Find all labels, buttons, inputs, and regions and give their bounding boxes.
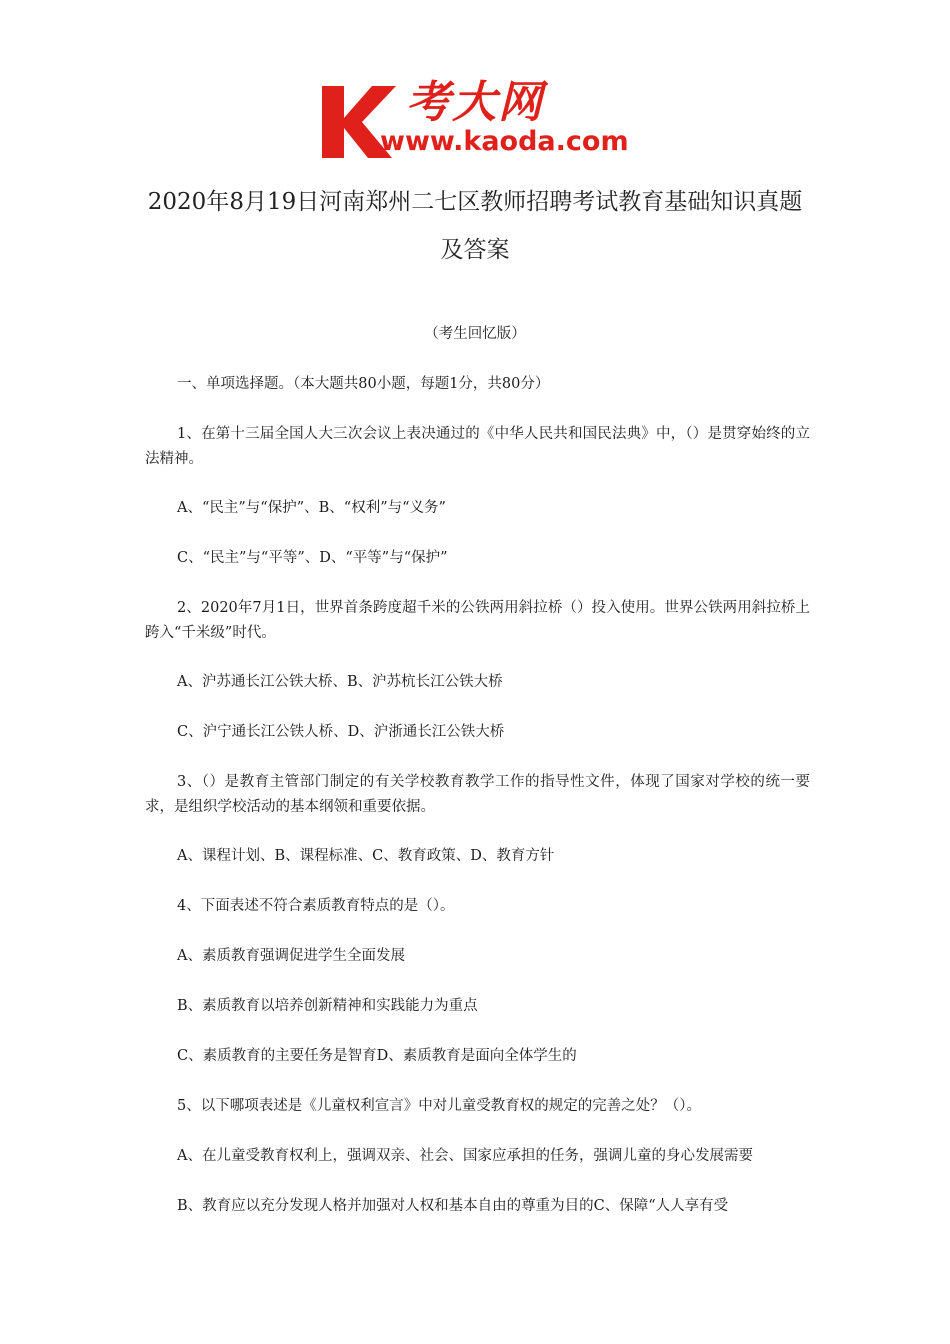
logo-brand-text: 考大网 [406,77,544,128]
question-1-options-ab: A、“民主”与“保护”、B、“权利”与“义务” [177,500,446,516]
question-3: 3、（）是教育主管部门制定的有关学校教育教学工作的指导性文件，体现了国家对学校的统一要求，是组织学校活动的基本纲领和重要依据。 [145,774,810,815]
document-title: 2020年8月19日河南郑州二七区教师招聘考试教育基础知识真题及答案 [147,189,803,263]
question-5-options-bc: B、教育应以充分发现人格并加强对人权和基本自由的尊重为目的C、保障“人人享有受 [177,1198,729,1214]
section-heading: 一、单项选择题。（本大题共80小题，每题1分，共80分） [177,376,550,392]
document-subtitle: （考生回忆版） [424,326,526,342]
question-4: 4、下面表述不符合素质教育特点的是（）。 [177,898,455,914]
question-4-option-b: B、素质教育以培养创新精神和实践能力为重点 [177,998,478,1014]
question-2-options-ab: A、沪苏通长江公铁大桥、B、沪苏杭长江公铁大桥 [177,674,503,690]
logo-url-text: www.kaoda.com [380,126,629,157]
question-1: 1、在第十三届全国人大三次会议上表决通过的《中华人民共和国民法典》中，（）是贯穿始终的立法精神。 [145,426,810,467]
question-1-options-cd: C、“民主”与“平等”、D、“平等”与“保护” [177,550,448,566]
question-4-options-cd: C、素质教育的主要任务是智育D、素质教育是面向全体学生的 [177,1048,577,1064]
question-5-option-a: A、在儿童受教育权利上，强调双亲、社会、国家应承担的任务，强调儿童的身心发展需要 [177,1148,753,1164]
question-2-options-cd: C、沪宁通长江公铁人桥、D、沪浙通长江公铁大桥 [177,724,505,740]
question-5: 5、以下哪项表述是《儿童权利宣言》中对儿童受教育权的规定的完善之处？（）。 [177,1098,701,1114]
question-3-options: A、课程计划、B、课程标准、C、教育政策、D、教育方针 [177,848,555,864]
question-4-option-a: A、素质教育强调促进学生全面发展 [177,948,405,964]
kaoda-logo [318,78,640,160]
question-2: 2、2020年7月1日，世界首条跨度超千米的公铁两用斜拉桥（）投入使用。世界公铁两用斜拉桥上跨入“千米级”时代。 [145,600,810,641]
